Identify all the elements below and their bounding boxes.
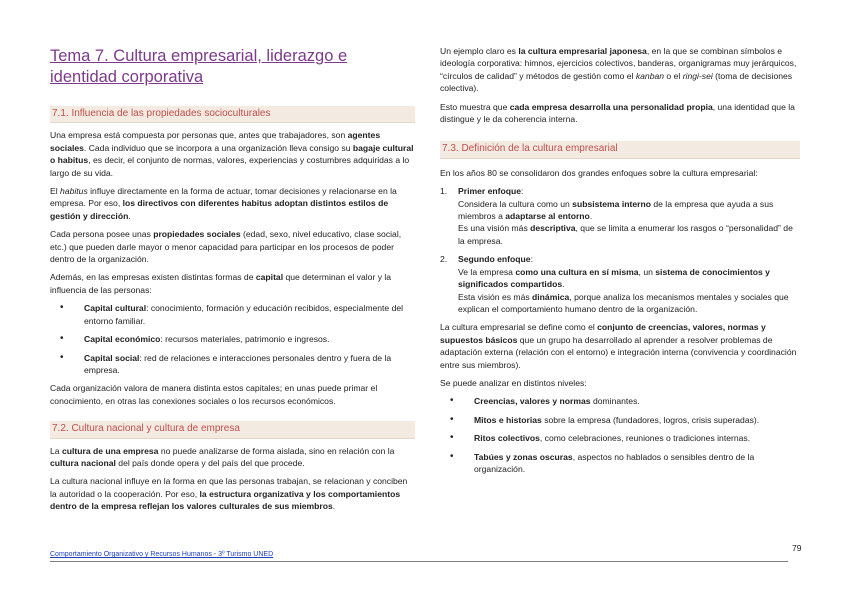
paragraph: Además, en las empresas existen distintas formas de capital que determinan el valor y la influencia de las personas: (50, 272, 392, 295)
footer-link[interactable]: Comportamiento Organizativo y Recursos Humanos - 3º Turismo UNED (50, 551, 274, 558)
paragraph: Un ejemplo claro es la cultura empresarial japonesa, en la que se combinan símbolos e ideología corporativa: himnos, ejercicios colectivos, banderas, organigramas muy jerárquicos, “círculos de calidad” y métodos de gestión como el kanban o el ringi-sei (toma de decisiones colectiva). (440, 46, 797, 94)
paragraph: Cada persona posee unas propiedades sociales (edad, sexo, nivel educativo, clase social, etc.) que pueden darle mayor o menor capacidad para participar en los procesos de poder dentro de la organización. (50, 229, 402, 265)
levels-list (440, 395, 800, 475)
list-item: • Capital económico: recursos materiales, patrimonio e ingresos. (84, 333, 415, 345)
page-title: Tema 7. Cultura empresarial, liderazgo e identidad corporativa (50, 47, 348, 86)
page-number: 79 (792, 543, 802, 553)
section-heading-7-1: 7.1. Influencia de las propiedades socioculturales (50, 106, 415, 123)
right-column (440, 45, 800, 481)
list-item: • Ritos colectivos, como celebraciones, reuniones o tradiciones internas. (474, 432, 800, 444)
paragraph: En los años 80 se consolidaron dos grandes enfoques sobre la cultura empresarial: (440, 167, 758, 178)
list-item: • Creencias, valores y normas dominantes. (474, 395, 800, 407)
list-item: 1. Primer enfoque: Considera la cultura como un subsistema interno de la empresa que ayuda a sus miembros a adaptarse al entorno. Es una visión más descriptiva, que se limita a enumerar los rasgos o “personalidad” de la empresa. (440, 186, 793, 246)
section-heading-7-2: 7.2. Cultura nacional y cultura de empresa (50, 421, 415, 438)
paragraph: La cultura empresarial se define como el conjunto de creencias, valores, normas y supuestos básicos que un grupo ha desarrollado al aprender a resolver problemas de adaptación externa (relación con el entorno) e integración interna (convivencia y coordinación entre sus miembros). (440, 322, 797, 370)
paragraph: El habitus influye directamente en la forma de actuar, tomar decisiones y relacionarse en la empresa. Por eso, los directivos con diferentes habitus adoptan distintos estilos de gestión y dirección. (50, 186, 397, 221)
list-item: • Tabúes y zonas oscuras, aspectos no hablados o sensibles dentro de la organización. (474, 451, 800, 476)
capital-list (50, 302, 415, 376)
paragraph: La cultura de una empresa no puede analizarse de forma aislada, sino en relación con la cultura nacional del país donde opera y del país del que procede. (50, 445, 395, 468)
paragraph: La cultura nacional influye en la forma en que las personas trabajan, se relacionan y conciben la autoridad o la cooperación. Por eso, la estructura organizativa y los comportamientos dentro de la empresa reflejan los valores culturales de sus miembros. (50, 476, 408, 512)
list-item: • Capital social: red de relaciones e interacciones personales dentro y fuera de la empresa. (84, 352, 415, 377)
section-heading-7-3: 7.3. Definición de la cultura empresarial (440, 141, 800, 158)
list-item: 2. Segundo enfoque: Ve la empresa como una cultura en sí misma, un sistema de conocimientos y significados compartidos. Esta visión es más dinámica, porque analiza los mecanismos mentales y sociales que explican el comportamiento humano dentro de la organización. (440, 254, 789, 314)
approach-list (440, 185, 800, 315)
left-column (50, 106, 415, 519)
paragraph: Cada organización valora de manera distinta estos capitales; en unas puede primar el conocimiento, en otras las conexiones sociales o los recursos económicos. (50, 383, 378, 406)
paragraph: Esto muestra que cada empresa desarrolla una personalidad propia, una identidad que la distingue y le da coherencia interna. (440, 101, 795, 125)
paragraph: Una empresa está compuesta por personas que, antes que trabajadores, son agentes sociales. Cada individuo que se incorpora a una organización lleva consigo su bagaje cultural o habitus, es decir, el conjunto de normas, valores, experiencias y costumbres adquiridas a lo largo de su vida. (50, 130, 414, 178)
page-footer (50, 543, 788, 562)
list-item: • Capital cultural: conocimiento, formación y educación recibidos, especialmente del entorno familiar. (84, 302, 415, 327)
paragraph: Se puede analizar en distintos niveles: (440, 377, 587, 388)
list-item: • Mitos e historias sobre la empresa (fundadores, logros, crisis superadas). (474, 414, 800, 426)
